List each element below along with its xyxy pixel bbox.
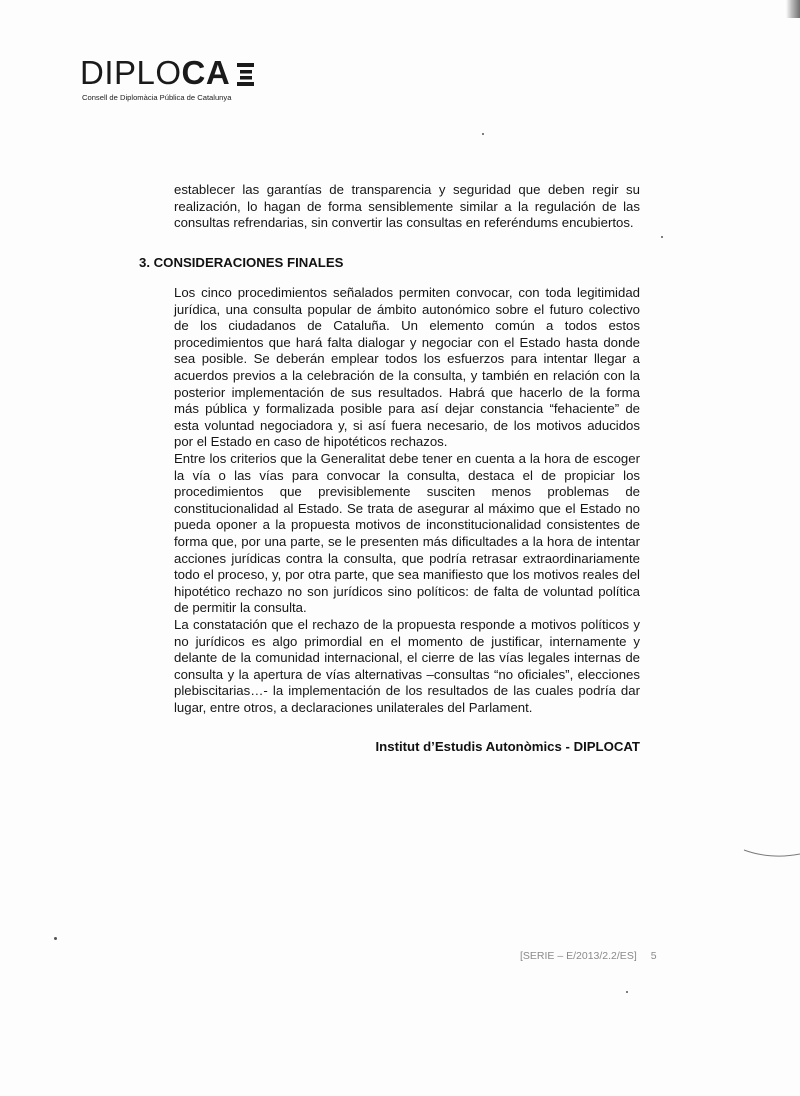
footer-series: [SERIE – E/2013/2.2/ES] [520, 950, 637, 962]
scan-speck [54, 937, 57, 940]
scan-edge-shadow [786, 0, 800, 18]
logo-subtitle: Consell de Diplomàcia Pública de Catalunya [82, 93, 232, 102]
scan-speck [661, 236, 663, 238]
paragraph-continued: establecer las garantías de transparencia y seguridad que deben regir su realización, lo hagan de forma sensiblemente similar a la regulación de las consultas refrendarias, sin convertir las consultas en referéndums encubiertos. [174, 182, 640, 231]
logo-word-bold: CA [181, 54, 231, 91]
paragraph-1: Los cinco procedimientos señalados permiten convocar, con toda legitimidad jurídica, una consulta popular de ámbito autonómico sobre el futuro colectivo de los ciudadanos de Cataluña. Un elemento común a todos estos procedimientos que hará falta dialogar y negociar con el Estado hasta donde sea posible. Se deberán emplear todos los esfuerzos para intentar llegar a acuerdos previos a la celebración de la consulta, y también en relación con la posterior implementación de sus resultados. Habrá que hacerlo de la forma más pública y formalizada posible para así dejar constancia “fehaciente” de esta voluntad negociadora y, si así fuera necesario, de los motivos aducidos por el Estado en caso de hipotéticos rechazos. [174, 285, 640, 450]
scan-speck [626, 991, 628, 993]
scan-mark-curve [740, 830, 800, 860]
page-number: 5 [650, 950, 657, 962]
footer [520, 950, 657, 962]
logo-wordmark [80, 56, 230, 90]
paragraph-2: Entre los criterios que la Generalitat debe tener en cuenta a la hora de escoger la vía o las vías para convocar la consulta, destaca el de propiciar los procedimientos que previsiblemente susciten menos problemas de constitucionalidad al Estado. Se trata de asegurar al máximo que el Estado no pueda oponer a la propuesta motivos de inconstitucionalidad consistentes de forma que, por una parte, se le presenten más dificultades a la hora de intentar acciones jurídicas contra la consulta, que podría retrasar extraordinariamente todo el proceso, y, por otra parte, que sea manifiesto que los motivos reales del hipotético rechazo no son jurídicos sino políticos: de falta de voluntad política de permitir la consulta. [174, 451, 640, 616]
diplocat-logo [80, 56, 280, 104]
scan-speck [482, 133, 484, 135]
logo-word-light: DIPLO [80, 54, 182, 91]
section-heading: 3. CONSIDERACIONES FINALES [139, 255, 344, 270]
signature: Institut d’Estudis Autonòmics - DIPLOCAT [375, 739, 640, 754]
logo-bars-icon [236, 62, 256, 86]
paragraph-3: La constatación que el rechazo de la propuesta responde a motivos políticos y no jurídicos es algo primordial en el momento de justificar, internamente y delante de la comunidad internacional, el cierre de las vías legales internas de consulta y la apertura de vías alternativas –consultas “no oficiales”, elecciones plebiscitarias…- la implementación de los resultados de las cuales podría dar lugar, entre otros, a declaraciones unilaterales del Parlament. [174, 617, 640, 715]
